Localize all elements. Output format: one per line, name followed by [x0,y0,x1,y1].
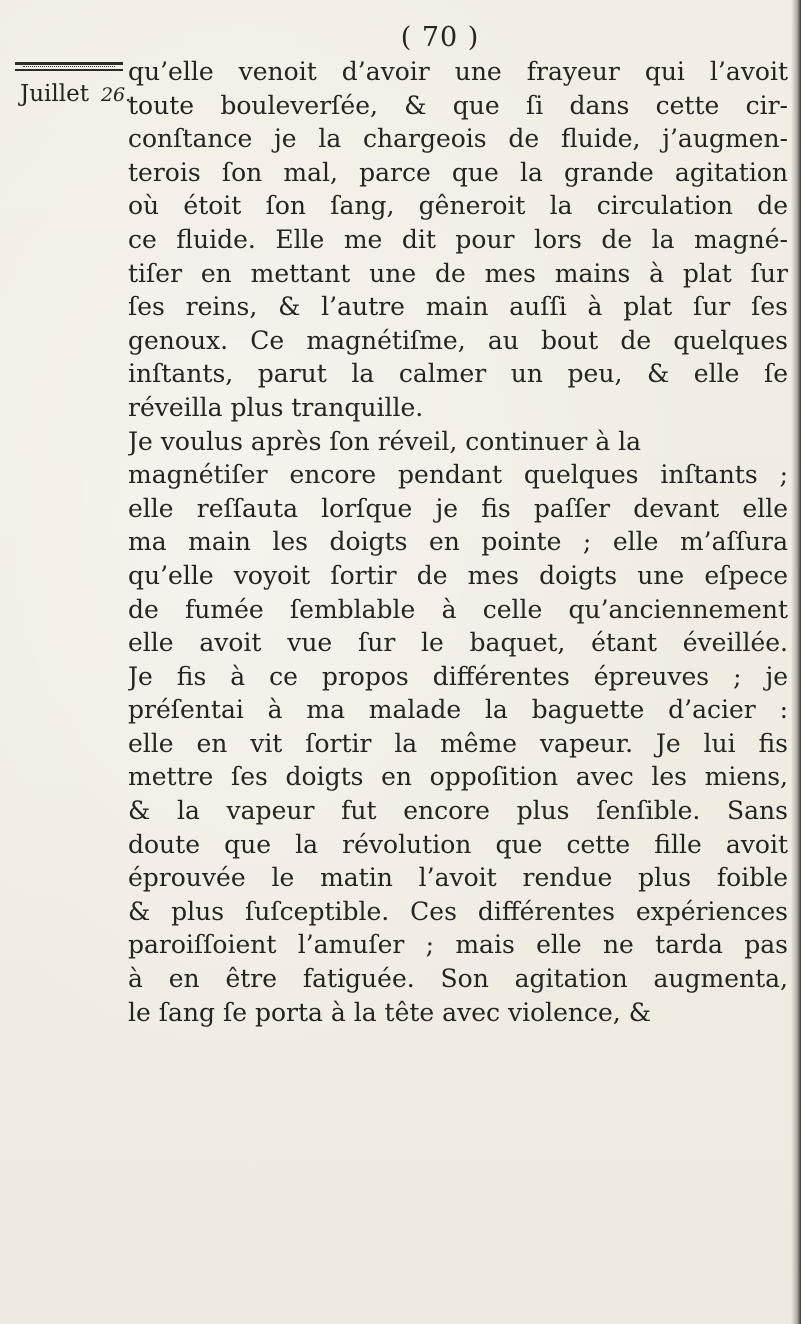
margin-date-note [20,77,131,112]
header-ornament-rule [15,62,123,71]
margin-month: Juillet [20,81,89,107]
text-line: genoux. Ce magnétiſme, au bout de quelques [128,325,788,355]
body-text [128,55,788,1029]
text-line: inſtants, parut la calmer un peu, & elle ſe [128,359,788,389]
text-line: mettre ſes doigts en oppoſition avec les miens, [128,762,788,792]
text-line: terois ſon mal, parce que la grande agitation [128,157,788,187]
text-line: ſes reins, & l’autre main auſſi à plat ſur ſes [128,292,788,322]
text-line: conſtance je la chargeois de fluide, j’augmen- [128,124,788,154]
page-number: ( 70 ) [400,22,480,53]
text-line: toute bouleverſée, & que ſi dans cette cir- [128,90,788,120]
text-line: où étoit ſon ſang, gêneroit la circulation de [128,191,788,221]
text-line: réveilla plus tranquille. [128,392,424,422]
text-line: magnétiſer encore pendant quelques inſtants ; [128,460,788,490]
text-line: paroiſſoient l’amuſer ; mais elle ne tarda pas [128,930,788,960]
text-line: ma main les doigts en pointe ; elle m’aſſura [128,527,788,557]
text-line: doute que la révolution que cette fille avoit [128,829,788,859]
text-line: tiſer en mettant une de mes mains à plat ſur [128,258,788,288]
text-line: qu’elle voyoit ſortir de mes doigts une eſpece [128,560,788,590]
text-line: elle en vit ſortir la même vapeur. Je lui fis [128,728,788,758]
text-line: éprouvée le matin l’avoit rendue plus foible [128,863,788,893]
text-line: qu’elle venoit d’avoir une frayeur qui l’avoit [128,57,788,86]
text-line: Je voulus après ſon réveil, continuer à la [128,426,642,456]
margin-day: 26. [100,84,132,106]
text-line: ce fluide. Elle me dit pour lors de la magné- [128,224,788,254]
text-line: de fumée ſemblable à celle qu’anciennement [128,594,788,624]
text-line: elle reſſauta lorſque je fis paſſer devant elle [128,493,788,523]
text-line: Je fis à ce propos différentes épreuves ; je [128,661,788,691]
text-line: elle avoit vue ſur le baquet, étant éveillée. [128,628,788,658]
text-line: à en être fatiguée. Son agitation augmenta, [128,964,788,994]
text-line: préſentai à ma malade la baguette d’acier : [128,695,788,725]
text-line: & la vapeur fut encore plus ſenſible. Sans [128,796,788,826]
text-line: le ſang ſe porta à la tête avec violence, & [128,997,651,1027]
text-line: & plus ſuſceptible. Ces différentes expériences [128,896,788,926]
page-edge-shadow [791,0,801,1324]
